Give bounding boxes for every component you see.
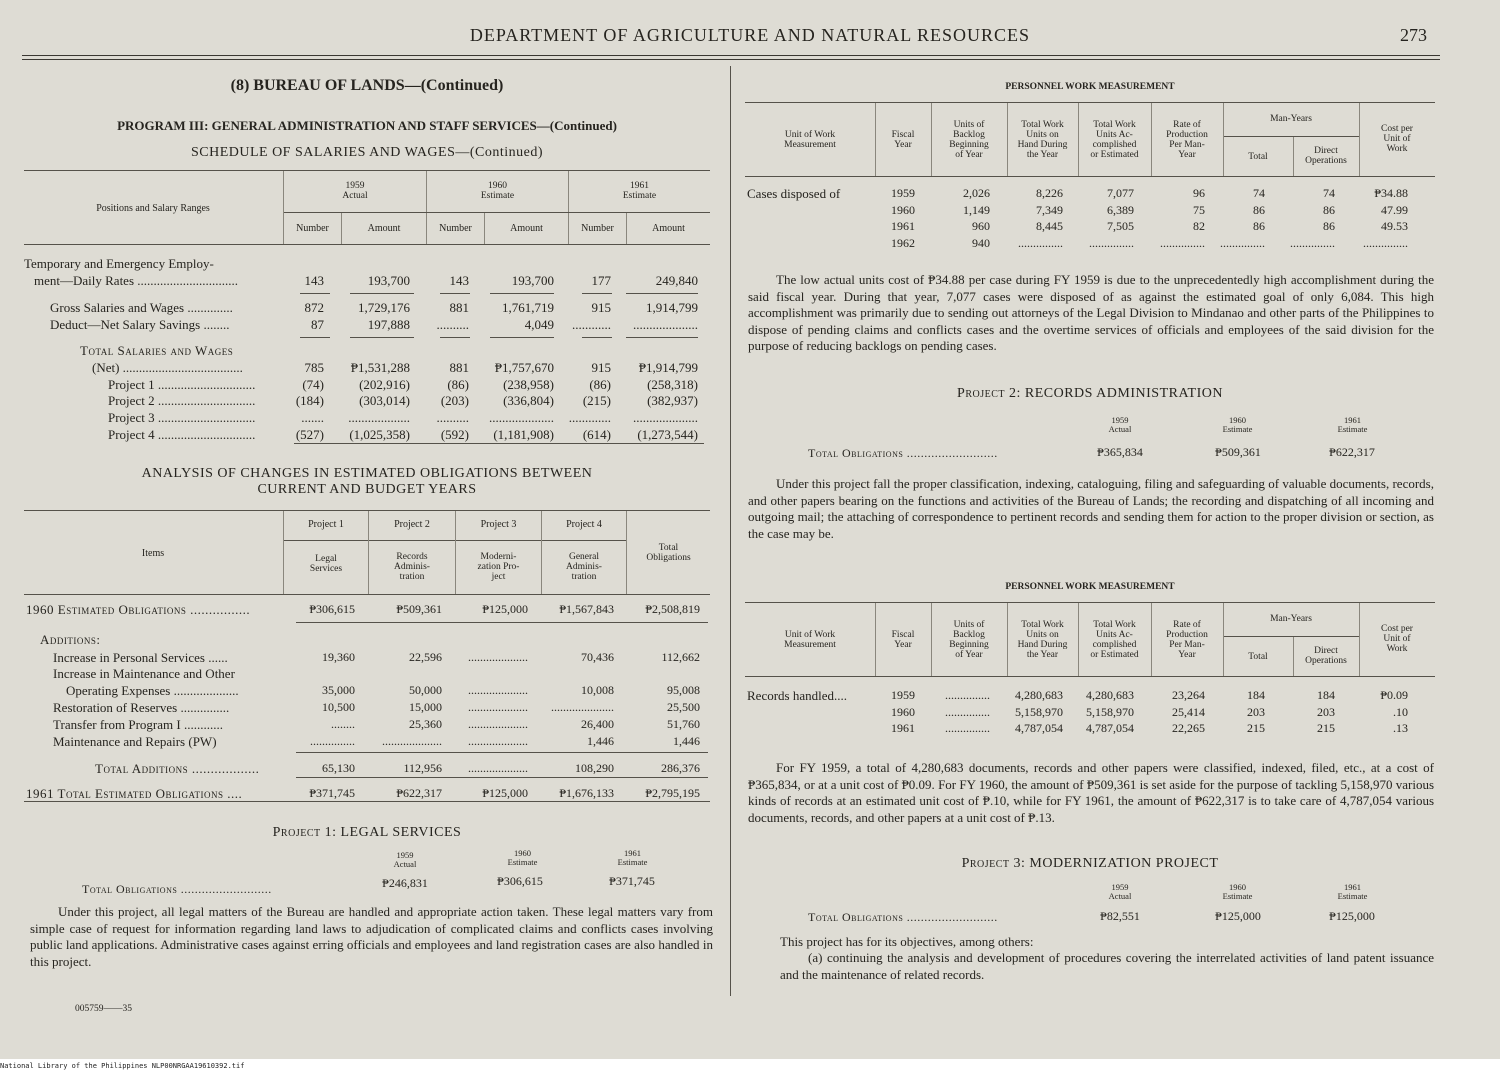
- sum-rule: [440, 337, 470, 338]
- sum-rule: [582, 337, 612, 338]
- col-header-onhand: Total Work Units on Hand During the Year: [1017, 120, 1068, 160]
- table-cell: 915: [591, 360, 611, 375]
- document-code: 005759——35: [75, 1004, 132, 1014]
- sum-rule: [490, 293, 554, 294]
- table-cell: 112,662: [661, 650, 700, 664]
- col-sub-amount: Amount: [652, 223, 685, 234]
- row-label: Additions:: [40, 632, 101, 647]
- table-cell: 1,729,176: [358, 300, 410, 315]
- row-label: 1961 Total Estimated Obligations ....: [26, 786, 243, 801]
- sum-rule: [294, 443, 704, 444]
- table-cell: (527): [295, 427, 324, 442]
- col-header-year: 1959 Actual: [342, 181, 368, 201]
- sum-rule: [300, 337, 330, 338]
- project-name: Records Adminis- tration: [394, 552, 430, 582]
- sum-rule: [440, 293, 470, 294]
- schedule-title: SCHEDULE OF SALARIES AND WAGES—(Continued): [190, 145, 544, 160]
- sum-rule: [296, 752, 708, 753]
- table-rule: [24, 170, 710, 171]
- table-cell: 86: [1323, 202, 1335, 217]
- table-cell: 1,446: [673, 734, 700, 748]
- table-cell: 1959: [891, 688, 915, 702]
- row-label: Project 2 ..............................: [108, 393, 256, 408]
- table-cell: ₱1,676,133: [559, 786, 614, 800]
- table-cell: (258,318): [647, 377, 698, 392]
- table-cell: 1961: [891, 219, 915, 233]
- table-cell: 940: [972, 235, 990, 250]
- row-label: Deduct—Net Salary Savings ........: [50, 317, 230, 332]
- table-cell: ₱2,795,195: [645, 786, 700, 800]
- table-cell: ₱1,914,799: [638, 360, 698, 375]
- table-cell: ..........: [436, 410, 469, 425]
- sum-rule: [626, 337, 698, 338]
- table-cell: 177: [591, 273, 611, 288]
- table-cell: 1962: [891, 235, 915, 250]
- pwm-title: PERSONNEL WORK MEASUREMENT: [1005, 82, 1175, 92]
- table-rule: [1223, 636, 1359, 637]
- table-cell: 26,400: [581, 717, 614, 731]
- table-cell: 197,888: [367, 317, 410, 332]
- table-cell: 143: [449, 273, 469, 288]
- table-cell: 70,436: [581, 650, 614, 664]
- obligation-value: ₱371,745: [609, 874, 655, 888]
- sum-rule: [296, 622, 708, 623]
- table-cell: 50,000: [409, 683, 442, 697]
- table-cell: (1,181,908): [493, 427, 554, 442]
- table-cell: 35,000: [322, 683, 355, 697]
- col-header-direct: Direct Operations: [1305, 646, 1347, 666]
- table-cell: ...............: [1363, 235, 1408, 250]
- row-label: Increase in Personal Services ......: [53, 650, 228, 665]
- year-header: 1961 Estimate: [1337, 882, 1368, 901]
- col-header-unit: Unit of Work Measurement: [784, 630, 836, 650]
- table-cell: ₱509,361: [396, 602, 442, 616]
- table-cell: 193,700: [511, 273, 554, 288]
- year-header: 1959 Actual: [1108, 882, 1132, 901]
- col-sub-number: Number: [581, 223, 614, 234]
- table-cell: 1960: [891, 704, 915, 719]
- col-header-manyears: Man-Years: [1270, 114, 1312, 124]
- table-cell: ....................: [489, 410, 554, 425]
- obligation-value: ₱306,615: [497, 874, 543, 888]
- table-cell: 1960: [891, 202, 915, 217]
- row-label: Maintenance and Repairs (PW): [53, 734, 217, 749]
- project3-objectives: This project has for its objectives, among others:: [780, 934, 1034, 949]
- table-cell: ₱1,567,843: [559, 602, 614, 616]
- col-sub-amount: Amount: [367, 223, 401, 234]
- table-cell: 10,008: [581, 683, 614, 697]
- table-cell: 881: [449, 300, 469, 315]
- col-header-direct: Direct Operations: [1305, 146, 1347, 166]
- project1-description: Under this project, all legal matters of the Bureau are handled and appropriate action taken. These legal matters vary from simple case of request for information regarding land laws to adjudication of complicated claims and conflicts cases involving public land applications. Administrative cases against erring officials and employees and land registration cases are also handled in this project.: [30, 904, 713, 969]
- project2-title: Project 2: RECORDS ADMINISTRATION: [957, 386, 1223, 401]
- table-rule: [745, 176, 1435, 177]
- table-rule: [745, 676, 1435, 677]
- table-cell: ........: [331, 717, 355, 731]
- row-label: Total Additions ..................: [95, 761, 260, 776]
- table-cell: (203): [440, 393, 469, 408]
- table-cell: (592): [440, 427, 469, 442]
- table-cell: .......: [301, 410, 324, 425]
- table-cell: 5,158,970: [1086, 704, 1134, 719]
- table-cell: ...............: [945, 688, 990, 702]
- table-cell: 96: [1193, 186, 1205, 200]
- table-rule: [745, 102, 1435, 103]
- table-cell: ....................: [633, 410, 698, 425]
- table-cell: 95,008: [667, 683, 700, 697]
- table-cell: ₱0.09: [1380, 688, 1408, 702]
- table-cell: 86: [1253, 219, 1265, 233]
- col-header-onhand: Total Work Units on Hand During the Year: [1017, 620, 1068, 660]
- work-measurement-table-records: [745, 602, 1435, 742]
- col-header-project: Project 4: [566, 519, 602, 530]
- table-cell: 215: [1317, 721, 1335, 735]
- table-cell: ...............: [1160, 235, 1205, 250]
- sum-rule: [626, 293, 698, 294]
- year-header: 1959 Actual: [1108, 415, 1132, 434]
- row-label: Transfer from Program I ............: [53, 717, 223, 732]
- sum-rule: [582, 293, 612, 294]
- project3-objective-a: (a) continuing the analysis and development of procedures covering the interrelated activities of land patent issuance and the maintenance of related records.: [780, 950, 1434, 982]
- table-cell: ....................: [633, 317, 698, 332]
- obligations-label: Total Obligations ..........................: [808, 910, 998, 924]
- table-cell: 74: [1323, 186, 1335, 200]
- table-cell: 87: [311, 317, 324, 332]
- table-cell: 881: [449, 360, 469, 375]
- col-header-unit: Unit of Work Measurement: [784, 130, 836, 150]
- table-cell: ...............: [1220, 235, 1265, 250]
- table-cell: ....................: [468, 717, 528, 731]
- table-cell: 184: [1247, 688, 1265, 702]
- table-cell: 8,445: [1036, 219, 1063, 233]
- row-label: ment—Daily Rates ...............................: [34, 273, 239, 288]
- header-rule-2: [22, 59, 1440, 60]
- table-cell: 25,414: [1172, 704, 1205, 719]
- table-cell: ...............: [945, 704, 990, 719]
- scan-footer: National Library of the Philippines NLP00NRGAA19610392.tif: [0, 1062, 245, 1070]
- row-label: Restoration of Reserves ...............: [53, 700, 230, 715]
- table-cell: 872: [304, 300, 324, 315]
- table-cell: 47.99: [1381, 202, 1408, 217]
- table-cell: ₱1,757,670: [494, 360, 554, 375]
- table-cell: ............: [572, 317, 611, 332]
- col-header-total: Total: [1248, 152, 1268, 162]
- col-header-backlog: Units of Backlog Beginning of Year: [949, 120, 989, 160]
- table-rule: [24, 594, 710, 595]
- year-header: 1961 Estimate: [1337, 415, 1368, 434]
- program-title: PROGRAM III: GENERAL ADMINISTRATION AND STAFF SERVICES—(Continued): [117, 118, 617, 133]
- analysis-title: CURRENT AND BUDGET YEARS: [257, 482, 477, 497]
- col-header-total: Total Obligations: [646, 543, 691, 563]
- table-cell: (238,958): [503, 377, 554, 392]
- table-cell: (614): [582, 427, 611, 442]
- obligation-value: ₱125,000: [1329, 909, 1375, 923]
- table-cell: .13: [1393, 721, 1408, 735]
- sum-rule: [350, 293, 414, 294]
- project-name: General Adminis- tration: [566, 552, 602, 582]
- paragraph-low-cost: The low actual units cost of ₱34.88 per case during FY 1959 is due to the unprecedentedly high accomplishment during the said fiscal year. During that year, 7,077 cases were disposed of as against the estimated goal of only 6,084. This high accomplishment was primarily due to sending out attorneys of the Legal Division to Mindanao and other parts of the Philippines to dispose of pending claims and conflicts cases and the overtime services of officials and employees of the said division for the purpose of reducing backlogs on pending cases.: [748, 272, 1434, 353]
- table-cell: ...............: [310, 734, 355, 748]
- pwm-title: PERSONNEL WORK MEASUREMENT: [1005, 582, 1175, 592]
- table-cell: 1,446: [587, 734, 614, 748]
- table-rule: [284, 212, 710, 213]
- table-cell: 7,077: [1107, 186, 1134, 200]
- col-header-year: 1960 Estimate: [480, 181, 515, 201]
- table-cell: 108,290: [575, 761, 614, 775]
- table-cell: ...............: [1290, 235, 1335, 250]
- table-cell: 22,265: [1172, 721, 1205, 735]
- analysis-title: ANALYSIS OF CHANGES IN ESTIMATED OBLIGATIONS BETWEEN: [141, 466, 593, 481]
- section-title: (8) BUREAU OF LANDS—(Continued): [230, 77, 504, 94]
- table-rule: [24, 244, 710, 245]
- col-header-rate: Rate of Production Per Man- Year: [1166, 120, 1208, 160]
- row-unit: Records handled....: [747, 688, 848, 703]
- table-cell: 193,700: [367, 273, 410, 288]
- table-cell: 86: [1253, 202, 1265, 217]
- table-cell: ....................: [468, 734, 528, 748]
- table-cell: 184: [1317, 688, 1335, 702]
- table-cell: 65,130: [322, 761, 355, 775]
- col-header-items: Items: [141, 548, 165, 559]
- row-label: Project 3 ..............................: [108, 410, 256, 425]
- table-cell: ₱2,508,819: [645, 602, 700, 616]
- table-cell: 19,360: [322, 650, 355, 664]
- work-measurement-table-cases: [745, 102, 1435, 252]
- col-header-accomplished: Total Work Units Ac- complished or Estimated: [1090, 120, 1139, 160]
- col-header-backlog: Units of Backlog Beginning of Year: [949, 620, 989, 660]
- table-cell: ..........: [436, 317, 469, 332]
- project-name: Legal Services: [309, 554, 343, 574]
- row-unit: Cases disposed of: [747, 186, 841, 201]
- table-cell: (202,916): [359, 377, 410, 392]
- table-cell: 4,280,683: [1015, 688, 1063, 702]
- table-cell: ...................: [348, 410, 410, 425]
- table-cell: 286,376: [661, 761, 700, 775]
- table-rule: [1223, 136, 1359, 137]
- table-cell: ₱1,531,288: [350, 360, 410, 375]
- table-cell: 49.53: [1381, 219, 1408, 233]
- col-header-project: Project 2: [394, 519, 430, 530]
- table-cell: ....................: [468, 683, 528, 697]
- project-name: Moderni- zation Pro- ject: [477, 552, 520, 582]
- table-cell: 249,840: [655, 273, 698, 288]
- row-label: Project 4 ..............................: [108, 427, 256, 442]
- table-cell: (1,273,544): [637, 427, 698, 442]
- table-cell: (1,025,358): [349, 427, 410, 442]
- table-cell: ₱371,745: [309, 786, 355, 800]
- table-cell: ...............: [1089, 235, 1134, 250]
- row-label: Increase in Maintenance and Other: [53, 666, 235, 681]
- table-cell: 112,956: [403, 761, 442, 775]
- page-number: 273: [1400, 25, 1427, 45]
- table-cell: ....................: [468, 761, 528, 775]
- project2-description: Under this project fall the proper classification, indexing, cataloguing, filing and safeguarding of valuable documents, records, and other papers bearing on the functions and activities of the Bureau of Lands; the recording and dispatching of all incoming and outgoing mail; the attaching of correspondence to pertinent records and sending them for action to the proper division or section, as the case may be.: [748, 476, 1434, 541]
- sum-rule: [350, 337, 414, 338]
- table-cell: 2,026: [963, 186, 990, 200]
- table-cell: 143: [304, 273, 324, 288]
- table-cell: (303,014): [359, 393, 410, 408]
- table-cell: ....................: [468, 650, 528, 664]
- table-cell: 203: [1247, 704, 1265, 719]
- col-header-project: Project 1: [308, 519, 344, 530]
- table-cell: (336,804): [503, 393, 554, 408]
- table-cell: (382,937): [647, 393, 698, 408]
- obligation-value: ₱509,361: [1215, 445, 1261, 459]
- table-cell: 4,049: [524, 317, 554, 332]
- col-sub-number: Number: [439, 223, 472, 234]
- table-cell: 25,500: [667, 700, 700, 714]
- col-header-fiscal: Fiscal Year: [891, 130, 915, 150]
- obligations-label: Total Obligations ..........................: [808, 446, 998, 460]
- table-cell: (184): [295, 393, 324, 408]
- col-header-year: 1961 Estimate: [622, 181, 657, 201]
- col-sub-number: Number: [296, 223, 329, 234]
- col-header-total: Total: [1248, 652, 1268, 662]
- table-cell: 7,505: [1107, 219, 1134, 233]
- sum-rule: [300, 293, 330, 294]
- table-cell: 5,158,970: [1015, 704, 1063, 719]
- table-rule: [24, 801, 710, 802]
- table-cell: .....................: [551, 700, 614, 714]
- row-label: Operating Expenses ....................: [66, 683, 239, 698]
- sum-rule: [296, 777, 708, 778]
- project1-title: Project 1: LEGAL SERVICES: [272, 825, 462, 840]
- table-cell: .............: [568, 410, 611, 425]
- table-cell: 1,149: [963, 202, 990, 217]
- year-header: 1960 Estimate: [1222, 415, 1253, 434]
- table-cell: 15,000: [409, 700, 442, 714]
- col-header-project: Project 3: [480, 519, 517, 530]
- header-rule: [22, 55, 1440, 56]
- row-label: 1960 Estimated Obligations ................: [26, 602, 251, 617]
- table-cell: 1961: [891, 721, 915, 735]
- row-label: Total Salaries and Wages: [80, 343, 234, 358]
- row-label: Temporary and Emergency Employ-: [24, 256, 214, 271]
- table-cell: 6,389: [1107, 202, 1134, 217]
- table-cell: ₱125,000: [482, 602, 528, 616]
- obligation-value: ₱82,551: [1100, 909, 1140, 923]
- table-cell: 74: [1253, 186, 1265, 200]
- table-cell: 785: [304, 360, 324, 375]
- table-rule: [745, 602, 1435, 603]
- table-cell: ₱622,317: [396, 786, 442, 800]
- col-sub-amount: Amount: [510, 223, 543, 234]
- table-cell: 86: [1323, 219, 1335, 233]
- row-label: Gross Salaries and Wages ..............: [50, 300, 233, 315]
- sum-rule: [490, 337, 554, 338]
- table-cell: ....................: [468, 700, 528, 714]
- obligation-value: ₱365,834: [1097, 445, 1143, 459]
- table-cell: 915: [591, 300, 611, 315]
- obligations-label: Total Obligations ..........................: [82, 882, 272, 896]
- table-cell: ...............: [945, 721, 990, 735]
- table-cell: 7,349: [1036, 202, 1063, 217]
- year-header: 1961 Estimate: [617, 848, 648, 867]
- col-header-rate: Rate of Production Per Man- Year: [1166, 620, 1208, 660]
- table-cell: 10,500: [322, 700, 355, 714]
- table-cell: ₱125,000: [482, 786, 528, 800]
- table-rule: [24, 510, 710, 511]
- table-cell: (86): [447, 377, 469, 392]
- table-cell: 23,264: [1172, 688, 1205, 702]
- table-cell: ₱34.88: [1374, 186, 1408, 200]
- table-cell: (215): [582, 393, 611, 408]
- table-cell: 4,280,683: [1086, 688, 1134, 702]
- project3-title: Project 3: MODERNIZATION PROJECT: [961, 856, 1219, 871]
- table-cell: 4,787,054: [1015, 721, 1063, 735]
- year-header: 1959 Actual: [393, 850, 417, 869]
- col-header-cost: Cost per Unit of Work: [1381, 124, 1413, 154]
- table-cell: 8,226: [1036, 186, 1063, 200]
- table-cell: 75: [1193, 202, 1205, 217]
- table-cell: ₱306,615: [309, 602, 355, 616]
- table-cell: .10: [1393, 704, 1408, 719]
- table-cell: (74): [302, 377, 324, 392]
- table-cell: 1959: [891, 186, 915, 200]
- year-header: 1960 Estimate: [1222, 882, 1253, 901]
- column-divider: [730, 66, 731, 996]
- table-cell: 22,596: [409, 650, 442, 664]
- col-header-fiscal: Fiscal Year: [891, 630, 915, 650]
- year-header: 1960 Estimate: [507, 848, 538, 867]
- table-cell: 960: [972, 219, 990, 233]
- table-cell: 4,787,054: [1086, 721, 1134, 735]
- col-header-cost: Cost per Unit of Work: [1381, 624, 1413, 654]
- col-header-manyears: Man-Years: [1270, 614, 1312, 624]
- row-label: (Net) .....................................: [92, 360, 243, 375]
- table-cell: 82: [1193, 219, 1205, 233]
- obligation-value: ₱246,831: [382, 876, 428, 890]
- col-header-accomplished: Total Work Units Ac- complished or Estimated: [1090, 620, 1139, 660]
- table-cell: (86): [589, 377, 611, 392]
- table-cell: 1,914,799: [646, 300, 698, 315]
- table-cell: ...............: [1018, 235, 1063, 250]
- table-cell: ....................: [382, 734, 442, 748]
- table-cell: 51,760: [667, 717, 700, 731]
- row-label: Project 1 ..............................: [108, 377, 256, 392]
- obligation-value: ₱622,317: [1329, 445, 1375, 459]
- table-cell: 215: [1247, 721, 1265, 735]
- obligation-value: ₱125,000: [1215, 909, 1261, 923]
- table-cell: 203: [1317, 704, 1335, 719]
- col-header-positions: Positions and Salary Ranges: [96, 203, 210, 214]
- paragraph-records-cost: For FY 1959, a total of 4,280,683 documents, records and other papers were classified, indexed, filed, etc., at a cost of ₱365,834, or at a unit cost of ₱0.09. For FY 1960, the amount of ₱509,361 is set aside for the purpose of tackling 5,158,970 various kinds of records at an estimated unit cost of ₱.10, while for FY 1961, the amount of ₱622,317 is to take care of 4,787,054 various documents, records, and other papers at a unit cost of ₱.13.: [748, 760, 1434, 825]
- table-cell: 25,360: [409, 717, 442, 731]
- table-cell: 1,761,719: [502, 300, 554, 315]
- running-header: DEPARTMENT OF AGRICULTURE AND NATURAL RESOURCES: [469, 25, 1031, 45]
